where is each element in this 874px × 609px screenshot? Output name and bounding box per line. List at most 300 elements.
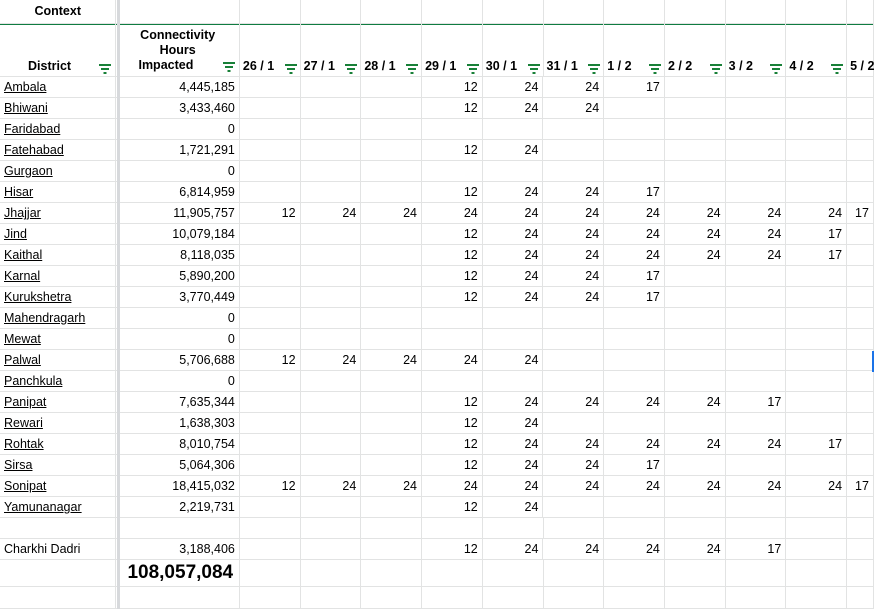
empty-cell[interactable] [786,587,847,609]
empty-cell[interactable] [665,560,726,587]
hours-per-day-cell[interactable] [604,182,665,203]
hours-per-day-cell[interactable] [847,161,874,182]
hours-per-day-cell[interactable] [847,308,874,329]
hours-per-day-cell[interactable] [543,245,604,266]
empty-cell[interactable] [544,518,605,539]
hours-per-day-cell[interactable] [240,266,301,287]
header-date-cell[interactable] [240,24,301,77]
hours-per-day-cell[interactable] [301,182,362,203]
hours-per-day-cell[interactable] [786,161,847,182]
hours-per-day-cell[interactable] [543,392,604,413]
hours-per-day-cell[interactable] [361,392,422,413]
empty-cell[interactable] [422,560,483,587]
empty-cell[interactable] [847,587,874,609]
date-filter-icon[interactable] [467,64,479,73]
hours-per-day-cell[interactable] [786,476,847,497]
hours-per-day-cell[interactable] [483,329,544,350]
hours-per-day-cell[interactable] [726,371,787,392]
hours-per-day-cell[interactable] [361,77,422,98]
hours-per-day-cell[interactable] [240,371,301,392]
hours-per-day-cell[interactable] [604,287,665,308]
empty-cell[interactable] [361,518,422,539]
hours-per-day-cell[interactable] [847,539,874,560]
hours-per-day-cell[interactable] [726,98,787,119]
empty-cell[interactable] [544,587,605,609]
hours-per-day-cell[interactable] [240,434,301,455]
hours-per-day-cell[interactable] [604,119,665,140]
empty-cell[interactable] [665,587,726,609]
hours-per-day-cell[interactable] [786,98,847,119]
hours-per-day-cell[interactable] [786,539,847,560]
hours-per-day-cell[interactable] [665,329,726,350]
hours-per-day-cell[interactable] [361,266,422,287]
hours-per-day-cell[interactable] [543,224,604,245]
empty-cell[interactable] [786,518,847,539]
hours-impacted-cell[interactable] [116,476,239,497]
hours-impacted-cell[interactable] [116,455,239,476]
hours-per-day-cell[interactable] [543,350,604,371]
hours-per-day-cell[interactable] [665,476,726,497]
district-cell[interactable] [0,161,116,182]
hours-per-day-cell[interactable] [786,77,847,98]
hours-per-day-cell[interactable] [665,413,726,434]
hours-per-day-cell[interactable] [604,434,665,455]
district-cell[interactable] [0,245,116,266]
hours-per-day-cell[interactable] [240,119,301,140]
hours-impacted-cell[interactable] [116,77,239,98]
hours-per-day-cell[interactable] [847,182,874,203]
hours-per-day-cell[interactable] [604,245,665,266]
hours-per-day-cell[interactable] [726,308,787,329]
hours-per-day-cell[interactable] [604,455,665,476]
hours-per-day-cell[interactable] [240,77,301,98]
district-cell[interactable] [0,413,116,434]
hours-per-day-cell[interactable] [726,182,787,203]
hours-per-day-cell[interactable] [543,371,604,392]
hours-per-day-cell[interactable] [483,182,544,203]
hours-per-day-cell[interactable] [786,245,847,266]
hours-per-day-cell[interactable] [786,350,847,371]
district-filter-icon[interactable] [99,64,111,73]
hours-per-day-cell[interactable] [422,224,483,245]
hours-per-day-cell[interactable] [847,119,874,140]
hours-per-day-cell[interactable] [422,476,483,497]
hours-per-day-cell[interactable] [543,287,604,308]
hours-per-day-cell[interactable] [422,161,483,182]
district-cell[interactable] [0,119,116,140]
empty-cell[interactable] [240,587,301,609]
empty-cell[interactable] [847,560,874,587]
hours-per-day-cell[interactable] [665,308,726,329]
hours-per-day-cell[interactable] [786,371,847,392]
hours-per-day-cell[interactable] [422,119,483,140]
hours-per-day-cell[interactable] [726,119,787,140]
hours-per-day-cell[interactable] [726,266,787,287]
header-date-cell[interactable] [786,24,847,77]
hours-per-day-cell[interactable] [483,224,544,245]
date-filter-icon[interactable] [710,64,722,73]
hours-per-day-cell[interactable] [301,308,362,329]
hours-impacted-cell[interactable] [116,119,239,140]
hours-impacted-cell[interactable] [116,245,239,266]
empty-cell[interactable] [422,518,483,539]
hours-per-day-cell[interactable] [847,140,874,161]
empty-cell[interactable] [361,587,422,609]
empty-cell[interactable] [483,518,544,539]
hours-per-day-cell[interactable] [361,98,422,119]
hours-per-day-cell[interactable] [726,413,787,434]
hours-per-day-cell[interactable] [361,434,422,455]
hours-per-day-cell[interactable] [422,182,483,203]
empty-cell[interactable] [786,560,847,587]
hours-per-day-cell[interactable] [422,266,483,287]
hours-per-day-cell[interactable] [726,455,787,476]
hours-per-day-cell[interactable] [726,350,787,371]
hours-per-day-cell[interactable] [726,77,787,98]
district-cell[interactable] [0,434,116,455]
hours-per-day-cell[interactable] [240,329,301,350]
hours-per-day-cell[interactable] [847,224,874,245]
hours-per-day-cell[interactable] [301,476,362,497]
hours-per-day-cell[interactable] [786,287,847,308]
district-cell[interactable] [0,350,116,371]
hours-per-day-cell[interactable] [786,266,847,287]
hours-per-day-cell[interactable] [726,476,787,497]
empty-cell[interactable] [847,518,874,539]
hours-per-day-cell[interactable] [240,497,301,518]
hours-impacted-cell[interactable] [116,161,239,182]
hours-per-day-cell[interactable] [665,119,726,140]
empty-cell[interactable] [726,518,787,539]
district-cell[interactable] [0,266,116,287]
district-cell[interactable] [0,371,116,392]
empty-cell[interactable] [301,587,362,609]
date-filter-icon[interactable] [588,64,600,73]
hours-per-day-cell[interactable] [786,140,847,161]
hours-per-day-cell[interactable] [847,455,874,476]
hours-per-day-cell[interactable] [483,350,544,371]
date-filter-icon[interactable] [770,64,782,73]
hours-per-day-cell[interactable] [786,413,847,434]
hours-per-day-cell[interactable] [847,413,874,434]
hours-per-day-cell[interactable] [604,350,665,371]
hours-per-day-cell[interactable] [240,98,301,119]
header-date-cell[interactable] [483,24,544,77]
hours-impacted-cell[interactable] [116,224,239,245]
hours-per-day-cell[interactable] [847,98,874,119]
hours-per-day-cell[interactable] [786,308,847,329]
hours-per-day-cell[interactable] [422,98,483,119]
hours-per-day-cell[interactable] [543,119,604,140]
hours-per-day-cell[interactable] [604,308,665,329]
hours-per-day-cell[interactable] [847,266,874,287]
hours-per-day-cell[interactable] [422,434,483,455]
district-cell[interactable] [0,98,116,119]
hours-per-day-cell[interactable] [847,245,874,266]
district-cell[interactable] [0,392,116,413]
date-filter-icon[interactable] [285,64,297,73]
hours-per-day-cell[interactable] [483,119,544,140]
hours-per-day-cell[interactable] [422,392,483,413]
hours-impacted-cell[interactable] [116,392,239,413]
hours-per-day-cell[interactable] [301,350,362,371]
hours-per-day-cell[interactable] [483,413,544,434]
district-cell[interactable] [0,476,116,497]
header-date-cell[interactable] [604,24,665,77]
empty-header-cell[interactable] [726,0,787,24]
hours-per-day-cell[interactable] [240,182,301,203]
hours-per-day-cell[interactable] [361,245,422,266]
empty-header-cell[interactable] [422,0,483,24]
hours-impacted-cell[interactable] [116,413,239,434]
hours-per-day-cell[interactable] [847,434,874,455]
hours-per-day-cell[interactable] [301,224,362,245]
hours-per-day-cell[interactable] [726,287,787,308]
hours-per-day-cell[interactable] [847,392,874,413]
hours-per-day-cell[interactable] [361,539,422,560]
hours-per-day-cell[interactable] [786,455,847,476]
district-name[interactable]: Bhiwani [4,101,48,115]
hours-per-day-cell[interactable] [361,140,422,161]
hours-per-day-cell[interactable] [543,203,604,224]
hours-per-day-cell[interactable] [786,182,847,203]
hours-per-day-cell[interactable] [301,266,362,287]
district-name[interactable]: Gurgaon [4,164,53,178]
empty-cell[interactable] [301,560,362,587]
hours-per-day-cell[interactable] [361,161,422,182]
hours-per-day-cell[interactable] [665,182,726,203]
hours-per-day-cell[interactable] [483,77,544,98]
hours-per-day-cell[interactable] [422,308,483,329]
district-name[interactable]: Faridabad [4,122,61,136]
hours-per-day-cell[interactable] [483,245,544,266]
hours-per-day-cell[interactable] [665,371,726,392]
district-name[interactable]: Kaithal [4,248,43,262]
district-name[interactable]: Jhajjar [4,206,41,220]
header-hours-cell[interactable] [116,24,239,77]
hours-per-day-cell[interactable] [422,287,483,308]
hours-per-day-cell[interactable] [665,266,726,287]
empty-header-cell[interactable] [301,0,362,24]
hours-impacted-cell[interactable] [116,182,239,203]
hours-per-day-cell[interactable] [665,287,726,308]
hours-per-day-cell[interactable] [483,476,544,497]
hours-per-day-cell[interactable] [483,266,544,287]
hours-per-day-cell[interactable] [847,287,874,308]
hours-per-day-cell[interactable] [726,140,787,161]
hours-per-day-cell[interactable] [847,371,874,392]
empty-cell[interactable] [361,560,422,587]
empty-cell[interactable] [604,587,665,609]
hours-per-day-cell[interactable] [240,350,301,371]
hours-per-day-cell[interactable] [361,413,422,434]
hours-per-day-cell[interactable] [847,497,874,518]
hours-impacted-cell[interactable] [116,98,239,119]
hours-per-day-cell[interactable] [361,224,422,245]
hours-per-day-cell[interactable] [665,77,726,98]
hours-per-day-cell[interactable] [726,161,787,182]
empty-header-cell[interactable] [483,0,544,24]
empty-cell[interactable] [0,587,116,609]
hours-per-day-cell[interactable] [665,140,726,161]
hours-impacted-cell[interactable] [116,308,239,329]
hours-impacted-cell[interactable] [116,539,239,560]
hours-per-day-cell[interactable] [847,203,874,224]
total-cell[interactable] [116,560,239,587]
hours-per-day-cell[interactable] [726,392,787,413]
hours-per-day-cell[interactable] [240,161,301,182]
hours-per-day-cell[interactable] [483,455,544,476]
hours-impacted-cell[interactable] [116,350,239,371]
hours-per-day-cell[interactable] [301,455,362,476]
hours-per-day-cell[interactable] [543,497,604,518]
hours-per-day-cell[interactable] [847,350,874,371]
hours-per-day-cell[interactable] [483,371,544,392]
district-name[interactable]: Karnal [4,269,41,283]
hours-per-day-cell[interactable] [361,203,422,224]
empty-cell[interactable] [0,518,116,539]
hours-per-day-cell[interactable] [361,329,422,350]
hours-per-day-cell[interactable] [604,539,665,560]
hours-per-day-cell[interactable] [665,434,726,455]
district-cell[interactable] [0,329,116,350]
empty-cell[interactable] [116,587,239,609]
hours-per-day-cell[interactable] [422,539,483,560]
hours-per-day-cell[interactable] [240,413,301,434]
empty-cell[interactable] [240,560,301,587]
hours-per-day-cell[interactable] [422,77,483,98]
hours-per-day-cell[interactable] [786,434,847,455]
hours-per-day-cell[interactable] [361,371,422,392]
hours-per-day-cell[interactable] [301,245,362,266]
hours-per-day-cell[interactable] [301,434,362,455]
empty-header-cell[interactable] [361,0,422,24]
hours-per-day-cell[interactable] [301,203,362,224]
hours-impacted-cell[interactable] [116,266,239,287]
date-filter-icon[interactable] [649,64,661,73]
hours-per-day-cell[interactable] [786,224,847,245]
hours-per-day-cell[interactable] [604,413,665,434]
district-name[interactable]: Fatehabad [4,143,64,157]
hours-per-day-cell[interactable] [604,266,665,287]
hours-per-day-cell[interactable] [240,476,301,497]
header-date-cell[interactable] [847,24,874,77]
hours-per-day-cell[interactable] [543,308,604,329]
district-cell[interactable] [0,140,116,161]
hours-per-day-cell[interactable] [240,245,301,266]
empty-cell[interactable] [422,587,483,609]
hours-per-day-cell[interactable] [665,392,726,413]
hours-impacted-cell[interactable] [116,497,239,518]
hours-per-day-cell[interactable] [604,329,665,350]
empty-cell[interactable] [116,518,239,539]
empty-header-cell[interactable] [847,0,874,24]
hours-per-day-cell[interactable] [786,497,847,518]
hours-per-day-cell[interactable] [604,140,665,161]
hours-impacted-cell[interactable] [116,287,239,308]
empty-cell[interactable] [604,560,665,587]
empty-cell[interactable] [0,560,116,587]
district-cell[interactable] [0,308,116,329]
empty-header-cell[interactable] [240,0,301,24]
hours-per-day-cell[interactable] [422,203,483,224]
district-name[interactable]: Sonipat [4,479,47,493]
hours-per-day-cell[interactable] [726,224,787,245]
hours-per-day-cell[interactable] [301,371,362,392]
hours-per-day-cell[interactable] [361,182,422,203]
hours-per-day-cell[interactable] [543,434,604,455]
hours-per-day-cell[interactable] [422,350,483,371]
hours-per-day-cell[interactable] [604,371,665,392]
hours-per-day-cell[interactable] [786,203,847,224]
hours-per-day-cell[interactable] [543,329,604,350]
hours-per-day-cell[interactable] [240,308,301,329]
hours-impacted-cell[interactable] [116,203,239,224]
hours-filter-icon[interactable] [223,62,235,71]
district-name[interactable]: Sirsa [4,458,33,472]
empty-cell[interactable] [301,518,362,539]
date-filter-icon[interactable] [831,64,843,73]
district-name[interactable]: Mewat [4,332,41,346]
hours-per-day-cell[interactable] [726,203,787,224]
hours-per-day-cell[interactable] [847,77,874,98]
hours-per-day-cell[interactable] [483,434,544,455]
district-name[interactable]: Yamunanagar [4,500,82,514]
hours-per-day-cell[interactable] [301,413,362,434]
hours-per-day-cell[interactable] [786,119,847,140]
empty-header-cell[interactable] [665,0,726,24]
district-name[interactable]: Rewari [4,416,43,430]
date-filter-icon[interactable] [528,64,540,73]
hours-per-day-cell[interactable] [543,140,604,161]
empty-cell[interactable] [544,560,605,587]
hours-per-day-cell[interactable] [422,140,483,161]
district-cell[interactable] [0,455,116,476]
empty-header-cell[interactable] [116,0,239,24]
hours-impacted-cell[interactable] [116,140,239,161]
context-label-cell[interactable] [0,0,116,24]
hours-per-day-cell[interactable] [726,497,787,518]
empty-cell[interactable] [240,518,301,539]
hours-per-day-cell[interactable] [301,392,362,413]
hours-per-day-cell[interactable] [422,245,483,266]
hours-per-day-cell[interactable] [665,161,726,182]
empty-cell[interactable] [665,518,726,539]
hours-per-day-cell[interactable] [301,140,362,161]
hours-per-day-cell[interactable] [361,119,422,140]
header-date-cell[interactable] [665,24,726,77]
district-name[interactable]: Jind [4,227,27,241]
hours-per-day-cell[interactable] [483,497,544,518]
hours-per-day-cell[interactable] [665,497,726,518]
hours-per-day-cell[interactable] [361,308,422,329]
hours-impacted-cell[interactable] [116,371,239,392]
hours-per-day-cell[interactable] [422,329,483,350]
hours-per-day-cell[interactable] [301,329,362,350]
hours-per-day-cell[interactable] [543,413,604,434]
district-cell[interactable] [0,497,116,518]
header-date-cell[interactable] [544,24,605,77]
hours-per-day-cell[interactable] [483,287,544,308]
hours-per-day-cell[interactable] [301,539,362,560]
hours-per-day-cell[interactable] [240,539,301,560]
hours-per-day-cell[interactable] [301,161,362,182]
district-name[interactable]: Hisar [4,185,34,199]
district-name[interactable]: Kurukshetra [4,290,72,304]
date-filter-icon[interactable] [406,64,418,73]
hours-per-day-cell[interactable] [361,350,422,371]
district-cell[interactable] [0,77,116,98]
